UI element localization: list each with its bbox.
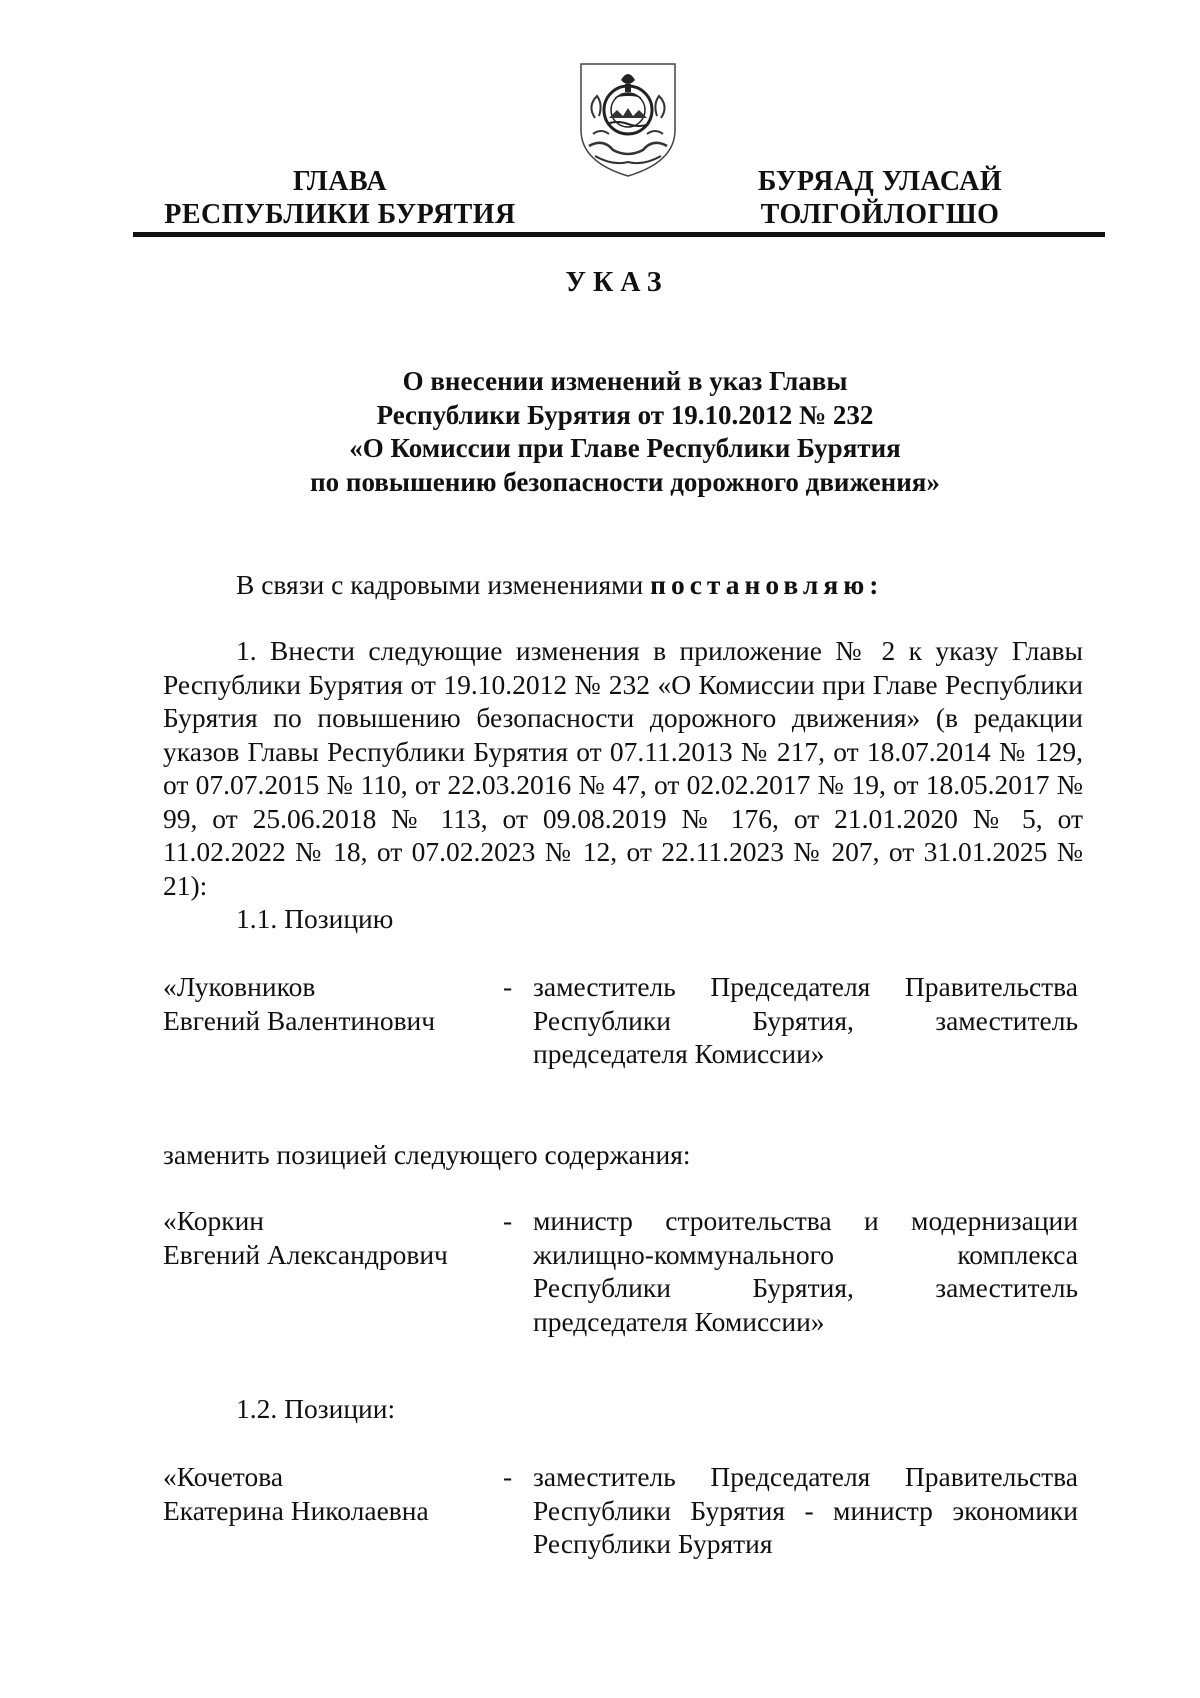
old-position-dash: - — [503, 971, 513, 1002]
position-surname: «Кочетова — [163, 1461, 284, 1492]
position-given-names: Екатерина Николаевна — [163, 1494, 429, 1526]
title-line1: О внесении изменений в указ Главы — [402, 366, 848, 396]
item-1: 1. Внести следующие изменения в приложение № 2 к указу Главы Республики Бурятия от 19.10.2012 № 232 «О Комиссии при Главе Республики Бурятия по повышению безопасности дорожного движения» (в редакции указов Главы Республики Бурятия от 07.11.2013 № 217, от 18.07.2014 № 129, от 07.07.2015 № 110, от 22.03.2016 № 47, от 02.02.2017 № 19, от 18.05.2017 № 99, от 25.06.2018 № 113, от 09.08.2019 № 176, от 21.01.2020 № 5, от 11.02.2022 № 18, от 07.02.2023 № 12, от 22.11.2023 № 207, от 31.01.2025 № 21): — [163, 635, 1083, 901]
preamble — [163, 568, 1083, 602]
new-position-surname: «Коркин — [163, 1205, 265, 1236]
old-position-surname: «Луковников — [163, 971, 316, 1002]
position-name — [163, 1460, 493, 1527]
document-type: УКАЗ — [565, 267, 669, 298]
header-left-line1: ГЛАВА — [292, 166, 388, 197]
header-right-line2: ТОЛГОЙЛОГШО — [760, 199, 1000, 230]
new-position-given-names: Евгений Александрович — [163, 1238, 448, 1270]
header-right-line1: БУРЯАД УЛАСАЙ — [757, 166, 1003, 197]
header-divider — [133, 232, 1105, 237]
preamble-emphasis: постановляю: — [650, 569, 884, 600]
old-position-given-names: Евгений Валентинович — [163, 1004, 436, 1036]
coat-of-arms-icon — [573, 58, 683, 180]
title-line2: Республики Бурятия от 19.10.2012 № 232 — [376, 399, 874, 430]
position-dash: - — [503, 1461, 513, 1492]
new-position-name — [163, 1204, 493, 1271]
item-1-2-label: 1.2. Позиции: — [236, 1393, 396, 1424]
header-left — [140, 165, 540, 231]
header-left-line2: РЕСПУБЛИКИ БУРЯТИЯ — [164, 199, 516, 230]
header-right — [720, 165, 1040, 231]
document-title — [200, 365, 1050, 499]
item-1-1-label: 1.1. Позицию — [236, 903, 394, 934]
title-line4: по повышению безопасности дорожного движения» — [310, 466, 940, 497]
new-position-dash: - — [503, 1205, 513, 1236]
preamble-text: В связи с кадровыми изменениями — [236, 569, 651, 600]
new-position-description: министр строительства и модернизации жилищно-коммунального комплекса Республики Бурятия, заместитель председателя Комиссии» — [533, 1205, 1078, 1337]
replace-text: заменить позицией следующего содержания: — [163, 1139, 691, 1170]
old-position-name — [163, 970, 493, 1037]
position-description: заместитель Председателя Правительства Республики Бурятия - министр экономики Республики Бурятия — [533, 1461, 1078, 1559]
old-position-description: заместитель Председателя Правительства Республики Бурятия, заместитель председателя Комиссии» — [533, 971, 1078, 1069]
title-line3: «О Комиссии при Главе Республики Бурятия — [349, 433, 901, 463]
